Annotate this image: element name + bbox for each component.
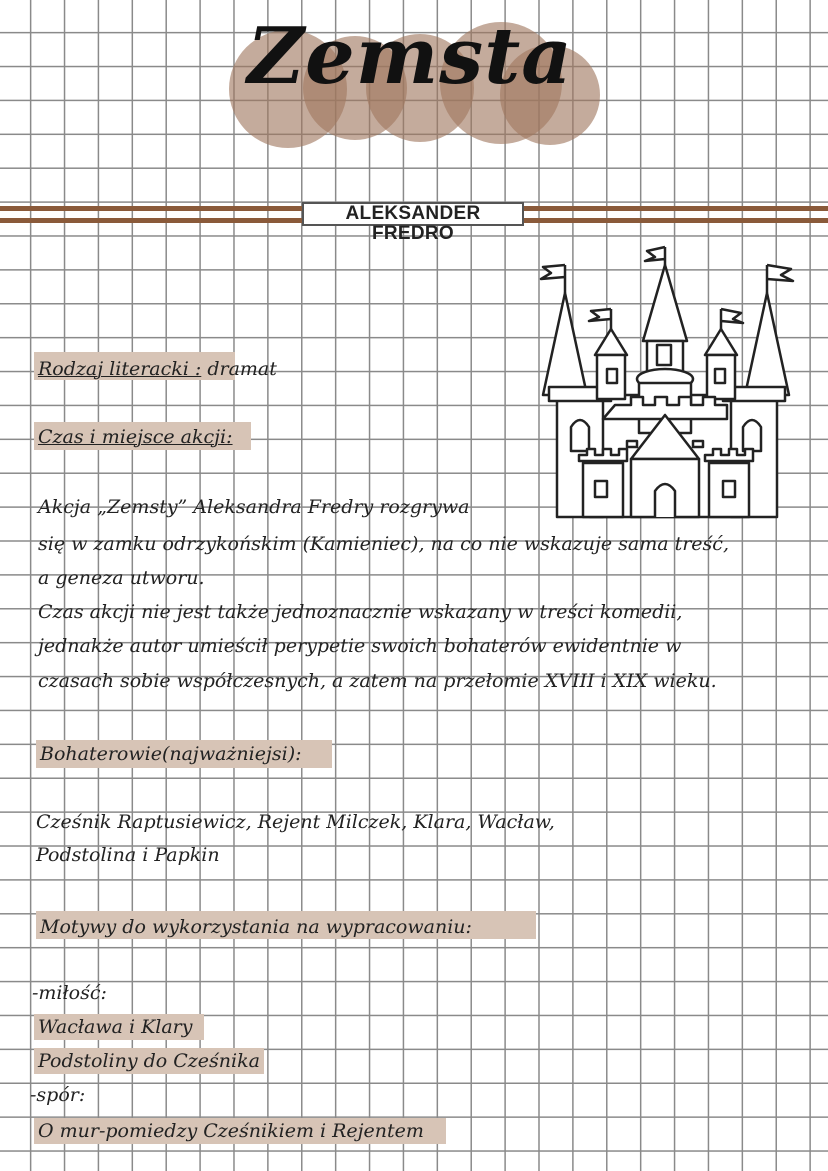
castle-icon <box>535 245 797 525</box>
motifs-label: Motywy do wykorzystania na wypracowaniu: <box>40 916 472 938</box>
setting-line-6: czasach sobie współczesnych, a zatem na przełomie XVIII i XIX wieku. <box>38 670 717 692</box>
genre-line <box>38 352 277 386</box>
setting-line-3: a geneza utworu. <box>38 567 205 589</box>
characters-line-2: Podstolina i Papkin <box>36 844 220 866</box>
genre-label: Rodzaj literacki : <box>38 358 202 380</box>
conflict-label: -spór: <box>30 1084 86 1106</box>
conflict-item-1: O mur-pomiedzy Cześnikiem i Rejentem <box>38 1120 424 1142</box>
setting-label: Czas i miejsce akcji: <box>38 426 233 448</box>
setting-line-5: jednakże autor umieścił perypetie swoich bohaterów ewidentnie w <box>38 635 682 657</box>
genre-value: dramat <box>207 358 277 380</box>
author-name: ALEKSANDER FREDRO <box>302 202 524 226</box>
characters-line-1: Cześnik Raptusiewicz, Rejent Milczek, Klara, Wacław, <box>36 811 555 833</box>
characters-label: Bohaterowie(najważniejsi): <box>40 743 302 765</box>
page-title: Zemsta <box>247 11 573 102</box>
setting-line-2: się w zamku odrzykońskim (Kamieniec), na co nie wskazuje sama treść, <box>38 533 729 555</box>
love-item-1: Wacława i Klary <box>38 1016 193 1038</box>
setting-line-4: Czas akcji nie jest także jednoznacznie wskazany w treści komedii, <box>38 601 683 623</box>
setting-line-1: Akcja „Zemsty” Aleksandra Fredry rozgrywa <box>38 496 470 518</box>
love-item-2: Podstoliny do Cześnika <box>38 1050 260 1072</box>
love-label: -miłość: <box>32 982 107 1004</box>
